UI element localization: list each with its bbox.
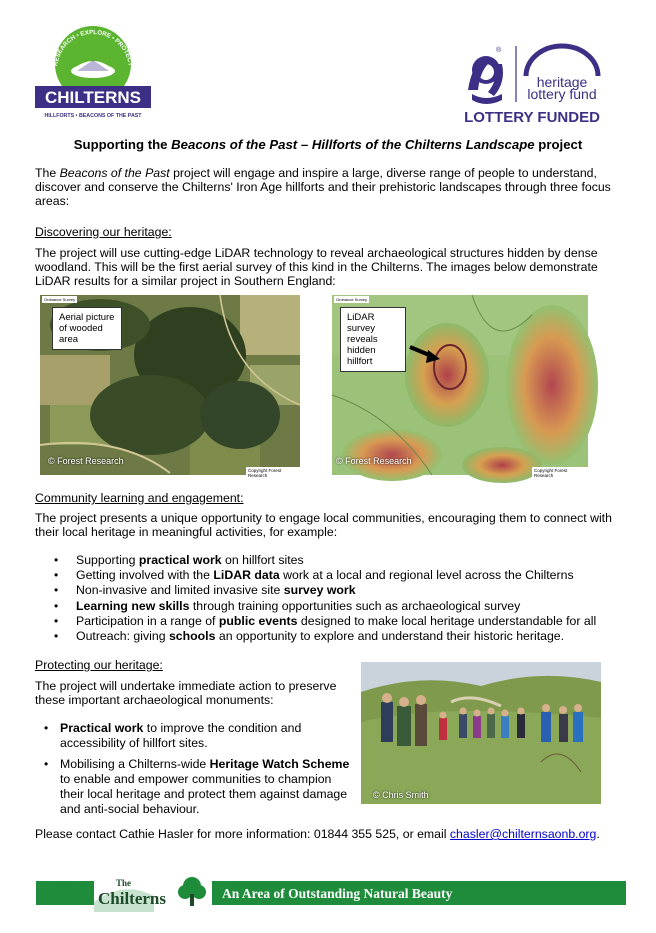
lidar-label: LiDAR survey reveals hidden hillfort (340, 307, 406, 372)
list-item: • Participation in a range of public events designed to make local heritage understandable for all (54, 614, 626, 629)
contact-line: Please contact Cathie Hasler for more information: 01844 355 525, or email chasler@chilternsaonb.org. (35, 827, 600, 841)
lidar-credit: © Forest Research (336, 456, 412, 466)
volunteers-photo-image (361, 662, 601, 804)
logo-subtitle: HILLFORTS • BEACONS OF THE PAST (44, 113, 142, 119)
photo-credit: © Chris Smith (373, 790, 429, 800)
list-item: • Getting involved with the LiDAR data work at a local and regional level across the Chilterns (54, 568, 626, 583)
hlf-line1: heritage (536, 74, 588, 90)
lidar-figure (332, 295, 588, 478)
lidar-copyright: Copyright Forest Research (532, 467, 588, 479)
chilterns-hillforts-logo (33, 24, 153, 124)
protecting-paragraph: The project will undertake immediate action to preserve these important archaeological monuments: (35, 679, 337, 707)
volunteers-photo-figure (361, 662, 601, 804)
community-paragraph: The project presents a unique opportunity to engage local communities, encouraging them to connect with their local heritage in meaningful activities, for example: (35, 511, 612, 539)
lottery-funded-text: LOTTERY FUNDED (464, 109, 600, 126)
aerial-photo-figure (40, 295, 300, 478)
list-item: • Non-invasive and limited invasive site survey work (54, 583, 626, 598)
crossed-fingers-icon (468, 56, 503, 104)
community-heading: Community learning and engagement: (35, 491, 244, 505)
hlf-line2: lottery fund (527, 86, 597, 102)
aerial-credit: © Forest Research (48, 456, 124, 466)
list-item: • Learning new skills through training opportunities such as archaeological survey (54, 599, 626, 614)
chilterns-aonb-logo (94, 872, 212, 912)
email-link[interactable]: chasler@chilternsaonb.org (449, 827, 597, 841)
footer-logo-the: The (116, 878, 132, 888)
aerial-label: Aerial picture of wooded area (52, 307, 122, 350)
discovering-paragraph: The project will use cutting-edge LiDAR technology to reveal archaeological structures hidden by dense woodland. This will be the first aerial survey of this kind in the Chilterns. The images below demonstrate LiDAR results for a similar project in Southern England: (35, 246, 598, 288)
lidar-os-tag: Ordnance Survey (336, 297, 368, 302)
logo-arc-text: RESEARCH • EXPLORE • PROTECT (52, 28, 134, 67)
intro-paragraph: The Beacons of the Past project will engage and inspire a large, diverse range of people to understand, discover and conserve the Chilterns' Iron Age hillforts and their prehistoric landscapes through three focus areas: (35, 166, 611, 208)
page-title: Supporting the Beacons of the Past – Hillforts of the Chilterns Landscape project (73, 137, 583, 152)
hlf-arc (526, 46, 598, 76)
protecting-heading: Protecting our heritage: (35, 658, 163, 672)
aerial-copyright: Copyright Forest Research (246, 467, 300, 479)
aerial-os-tag: Ordnance Survey (44, 297, 76, 302)
heritage-lottery-fund-logo (458, 42, 608, 128)
registered-mark: ® (496, 47, 502, 54)
list-item: • Supporting practical work on hillfort sites (54, 553, 626, 568)
list-item: • Practical work to improve the condition and accessibility of hillfort sites. (44, 721, 356, 751)
footer-logo-name: Chilterns (98, 889, 166, 908)
protecting-list (44, 721, 356, 823)
footer-tagline: An Area of Outstanding Natural Beauty (222, 886, 453, 901)
list-item: • Mobilising a Chilterns-wide Heritage Watch Scheme to enable and empower communities to champion their local heritage and protect them against damage and anti-social behaviour. (44, 757, 356, 817)
list-item: • Outreach: giving schools an opportunity to explore and understand their historic heritage. (54, 629, 626, 644)
logo-name: CHILTERNS (44, 88, 142, 107)
discovering-heading: Discovering our heritage: (35, 225, 172, 239)
community-list (54, 553, 626, 644)
